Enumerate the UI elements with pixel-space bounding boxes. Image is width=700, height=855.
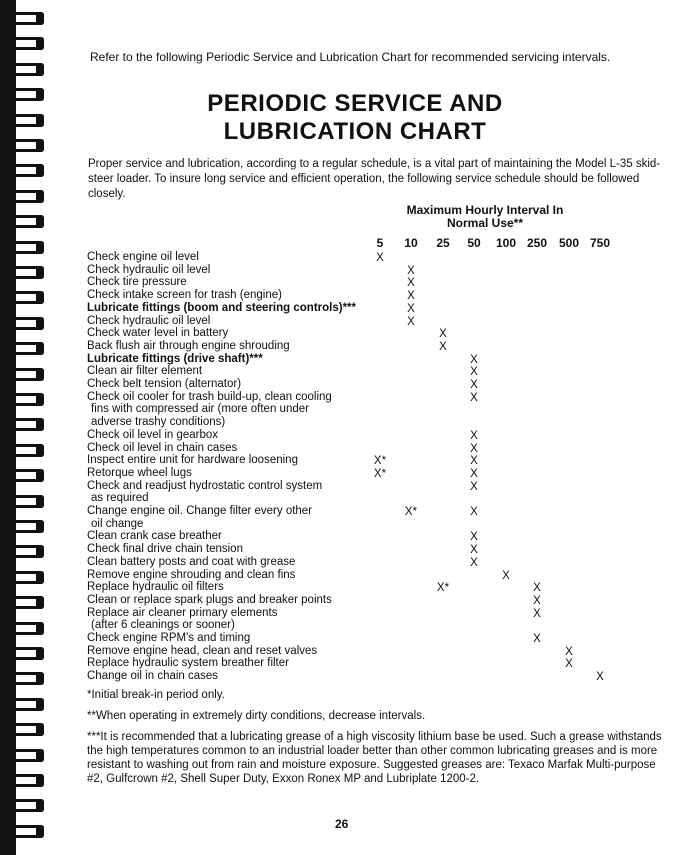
- document-page: [50, 0, 700, 855]
- interval-mark: X: [533, 594, 541, 607]
- task-label: oil change: [91, 517, 144, 530]
- interval-mark: X: [407, 315, 415, 328]
- binding-ring: [6, 749, 44, 762]
- interval-column-header: 5: [376, 236, 384, 250]
- binding-ring: [6, 672, 44, 685]
- task-label: Clean air filter element: [87, 365, 203, 378]
- interval-mark: X: [470, 480, 478, 493]
- binding-ring: [6, 799, 44, 812]
- binding-ring: [6, 164, 44, 177]
- interval-mark: X: [407, 302, 415, 315]
- interval-column-header: 250: [526, 236, 548, 250]
- interval-mark: X: [470, 353, 478, 366]
- task-label: adverse trashy conditions): [91, 416, 226, 429]
- binding-ring: [6, 444, 44, 457]
- task-label: Check engine RPM's and timing: [87, 632, 251, 644]
- task-label: Replace hydraulic oil filters: [87, 581, 224, 594]
- task-label: Clean crank case breather: [87, 530, 222, 543]
- interval-mark: X: [470, 379, 478, 391]
- interval-mark: X: [470, 556, 478, 569]
- binding-ring: [6, 37, 44, 50]
- interval-mark: X: [407, 264, 415, 277]
- task-label: Lubricate fittings (drive shaft)***: [87, 352, 263, 365]
- binding-ring: [6, 520, 44, 533]
- interval-column-header: 50: [467, 236, 481, 250]
- binding-ring: [6, 571, 44, 584]
- interval-column-header: 100: [495, 236, 517, 250]
- interval-mark: X: [376, 252, 384, 264]
- task-label: Retorque wheel lugs: [87, 466, 192, 479]
- footnote-break-in: *Initial break-in period only.: [87, 689, 225, 701]
- spiral-binding: [0, 0, 46, 855]
- interval-mark: X: [470, 366, 478, 379]
- task-label: Change engine oil. Change filter every other: [87, 505, 313, 517]
- binding-ring: [6, 418, 44, 431]
- task-label: Replace air cleaner primary elements: [87, 606, 278, 619]
- interval-mark: X*: [436, 582, 450, 595]
- interval-column-header: 25: [436, 236, 450, 250]
- task-label: Clean or replace spark plugs and breaker points: [87, 593, 332, 606]
- task-label: Remove engine head, clean and reset valves: [87, 644, 318, 657]
- interval-mark: X: [470, 531, 478, 544]
- task-label: Inspect entire unit for hardware loosening: [87, 454, 298, 467]
- binding-ring: [6, 495, 44, 508]
- task-label: Check intake screen for trash (engine): [87, 289, 282, 302]
- task-label: Check belt tension (alternator): [87, 378, 242, 390]
- binding-ring: [6, 114, 44, 127]
- interval-mark: X: [470, 544, 478, 557]
- interval-column-header: 10: [404, 236, 418, 250]
- interval-mark: X: [565, 658, 573, 671]
- page-number: 26: [335, 817, 349, 831]
- binding-ring: [6, 12, 44, 25]
- task-label: Change oil in chain cases: [87, 670, 219, 683]
- interval-mark: X: [470, 506, 478, 518]
- interval-mark: X: [533, 582, 541, 595]
- binding-ring: [6, 622, 44, 635]
- binding-ring: [6, 698, 44, 711]
- binding-ring: [6, 88, 44, 101]
- interval-mark: X: [596, 671, 604, 684]
- task-label: Check oil level in gearbox: [87, 428, 219, 441]
- interval-mark: X: [470, 391, 478, 404]
- task-label: fins with compressed air (more often under: [91, 403, 309, 416]
- footnote-dirty-conditions: **When operating in extremely dirty conditions, decrease intervals.: [87, 710, 426, 722]
- interval-column-header: 750: [589, 236, 611, 250]
- binding-ring: [6, 241, 44, 254]
- task-label: as required: [91, 492, 149, 505]
- binding-ring: [6, 647, 44, 660]
- interval-mark: X*: [373, 455, 387, 468]
- task-label: Replace hydraulic system breather filter: [87, 657, 289, 670]
- footnote-grease: ***It is recommended that a lubricating grease of a high viscosity lithium base be used. Such a grease withstands the high temperatures common to an industrial loader better than other common lubricating greases and is more resistant to washing out from rain and moisture exposure. Suggested greases are: Texaco Marfak Multi-purpose #2, Gulfcrown #2, Shell Super Duty, Exxon Ronex MP and Lubriplate 1200-2.: [87, 731, 662, 785]
- task-label: (after 6 cleanings or sooner): [91, 619, 235, 632]
- binding-ring: [6, 825, 44, 838]
- binding-ring: [6, 596, 44, 609]
- task-label: Check hydraulic oil level: [87, 314, 211, 327]
- binding-ring: [6, 63, 44, 76]
- binding-ring: [6, 469, 44, 482]
- task-label: Back flush air through engine shrouding: [87, 339, 290, 352]
- binding-ring: [6, 774, 44, 787]
- interval-mark: X: [533, 607, 541, 620]
- task-label: Check hydraulic oil level: [87, 263, 211, 276]
- interval-mark: X: [470, 442, 478, 455]
- task-label: Check tire pressure: [87, 276, 187, 289]
- binding-ring: [6, 139, 44, 152]
- interval-mark: X: [565, 645, 573, 658]
- interval-mark: X: [502, 569, 510, 582]
- interval-mark: X: [439, 340, 447, 353]
- interval-mark: X: [407, 277, 415, 290]
- interval-column-header: 500: [558, 236, 580, 250]
- interval-mark: X: [407, 290, 415, 303]
- binding-ring: [6, 291, 44, 304]
- task-label: Check engine oil level: [87, 251, 199, 263]
- interval-mark: X: [439, 328, 447, 341]
- task-label: Check final drive chain tension: [87, 543, 243, 556]
- interval-header-line2: Normal Use**: [446, 216, 524, 230]
- interval-mark: X: [533, 633, 541, 645]
- task-label: Lubricate fittings (boom and steering controls)***: [87, 301, 356, 314]
- intro-text: Refer to the following Periodic Service and Lubrication Chart for recommended servicing intervals.: [90, 50, 611, 64]
- interval-mark: X: [470, 455, 478, 468]
- binding-ring: [6, 317, 44, 330]
- binding-ring: [6, 342, 44, 355]
- task-label: Remove engine shrouding and clean fins: [87, 568, 296, 581]
- task-label: Check water level in battery: [87, 327, 229, 340]
- task-label: Check and readjust hydrostatic control system: [87, 479, 323, 492]
- binding-ring: [6, 266, 44, 279]
- interval-mark: X*: [404, 506, 418, 518]
- interval-header-line1: Maximum Hourly Interval In: [406, 203, 564, 217]
- binding-ring: [6, 393, 44, 406]
- task-label: Clean battery posts and coat with grease: [87, 555, 296, 568]
- interval-mark: X: [470, 467, 478, 480]
- page-title-line1: PERIODIC SERVICE AND: [207, 90, 503, 117]
- page-title-line2: LUBRICATION CHART: [223, 118, 487, 145]
- task-label: Check oil level in chain cases: [87, 441, 238, 454]
- binding-ring: [6, 723, 44, 736]
- intro-paragraph: Proper service and lubrication, according to a regular schedule, is a vital part of maintaining the Model L-35 skid-steer loader. To insure long service and efficient operation, the following service schedule should be followed closely.: [88, 158, 661, 200]
- task-label: Check oil cooler for trash build-up, clean cooling: [87, 390, 332, 403]
- binding-ring: [6, 190, 44, 203]
- interval-mark: X: [470, 429, 478, 442]
- binding-ring: [6, 545, 44, 558]
- binding-ring: [6, 215, 44, 228]
- interval-mark: X*: [373, 467, 387, 480]
- binding-ring: [6, 368, 44, 381]
